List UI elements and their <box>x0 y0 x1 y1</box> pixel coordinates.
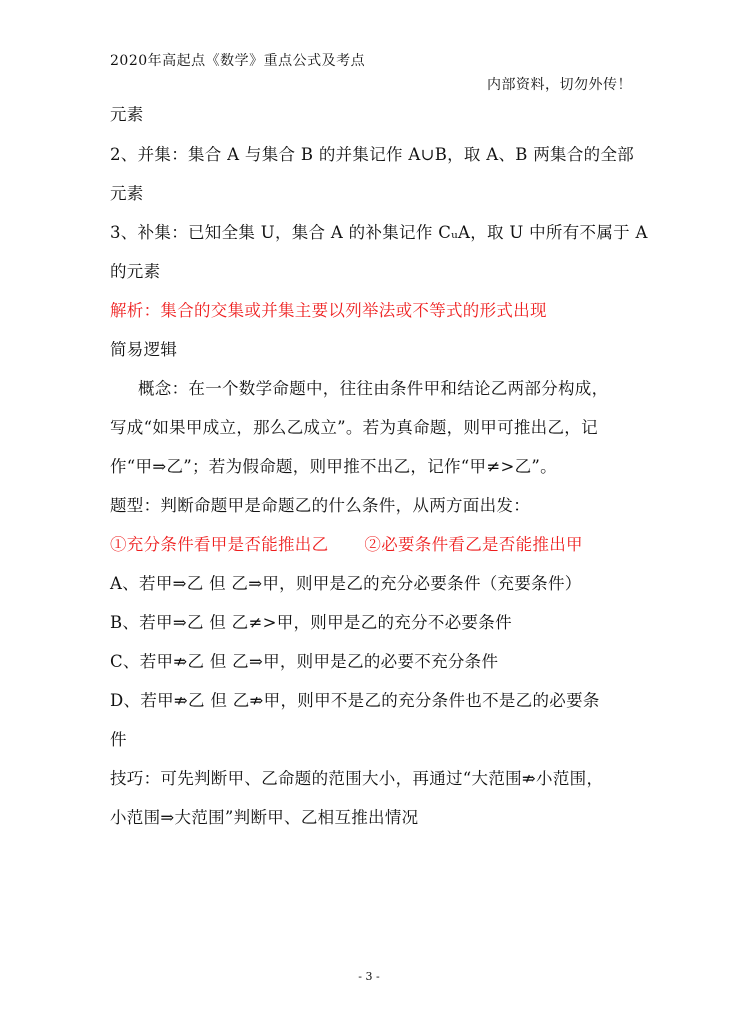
analysis-line: 解析：集合的交集或并集主要以列举法或不等式的形式出现 <box>110 301 547 320</box>
necessary-condition-tip: ②必要条件看乙是否能推出甲 <box>364 535 583 554</box>
text-line: 2、并集：集合 A 与集合 B 的并集记作 A∪B，取 A、B 两集合的全部 <box>110 145 635 164</box>
section-heading: 简易逻辑 <box>110 340 178 359</box>
text-line: 写成“如果甲成立，那么乙成立”。若为真命题，则甲可推出乙，记 <box>110 418 598 437</box>
header-notice: 内部资料，切勿外传！ <box>487 77 632 93</box>
sufficient-condition-tip: ①充分条件看甲是否能推出乙 <box>110 535 329 554</box>
text-line: 元素 <box>110 105 144 124</box>
case-c-line: C、若甲⇏乙 但 乙⇒甲，则甲是乙的必要不充分条件 <box>110 652 499 671</box>
method-line <box>110 531 583 555</box>
header-title: 2020年高起点《数学》重点公式及考点 <box>110 53 366 69</box>
text-line: 的元素 <box>110 262 161 281</box>
text-line: 作“甲⇒乙”；若为假命题，则甲推不出乙，记作“甲≠>乙”。 <box>110 457 557 476</box>
text-line: 技巧：可先判断甲、乙命题的范围大小，再通过“大范围⇏小范围， <box>110 769 604 788</box>
text-line: 件 <box>110 730 127 749</box>
text-line: 题型：判断命题甲是命题乙的什么条件，从两方面出发： <box>110 496 530 515</box>
text-line: 3、补集：已知全集 U，集合 A 的补集记作 CᵤA，取 U 中所有不属于 A <box>110 223 648 242</box>
case-d-line: D、若甲⇏乙 但 乙⇏甲，则甲不是乙的充分条件也不是乙的必要条 <box>110 691 600 710</box>
page-number: - 3 - <box>358 970 380 983</box>
text-line: 元素 <box>110 184 144 203</box>
text-line: 概念：在一个数学命题中，往往由条件甲和结论乙两部分构成， <box>138 379 609 398</box>
text-line: 小范围⇒大范围”判断甲、乙相互推出情况 <box>110 808 419 827</box>
case-b-line: B、若甲⇒乙 但 乙≠>甲，则甲是乙的充分不必要条件 <box>110 613 512 632</box>
case-a-line: A、若甲⇒乙 但 乙⇒甲，则甲是乙的充分必要条件（充要条件） <box>110 574 582 593</box>
